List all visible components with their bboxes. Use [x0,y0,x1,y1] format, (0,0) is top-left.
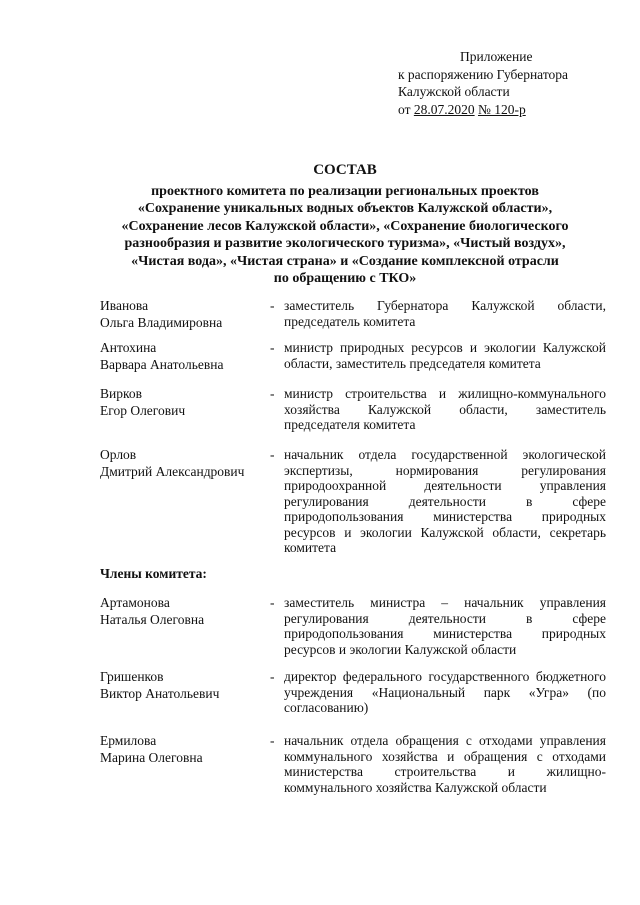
attachment-prefix: от [398,101,414,117]
member-given-name: Егор Олегович [100,402,186,418]
heading-line: «Сохранение лесов Калужской области», «Сохранение биологического [121,218,569,234]
member-role: начальник отдела обращения с отходами управления коммунального хозяйства и обращения с отходами министерства строительства и жилищно-коммунального хозяйства Калужской области [284,733,606,795]
member-role: заместитель министра – начальник управления регулирования деятельности в сфере природопользования министерства природных ресурсов и экологии Калужской области [284,595,606,657]
member-name [100,340,270,373]
attachment-date: 28.07.2020 [413,101,475,117]
attachment-block [398,48,618,118]
member-surname: Орлов [100,447,137,462]
heading-line: «Сохранение уникальных водных объектов Калужской области», [137,201,553,216]
member-name [100,386,270,419]
member-role: министр природных ресурсов и экологии Калужской области, заместитель председателя комитета [284,340,606,371]
member-given-name: Дмитрий Александрович [100,463,245,479]
member-given-name: Наталья Олеговна [100,611,205,627]
member-surname: Ермилова [100,733,157,748]
section-title: Члены комитета: [100,566,207,581]
attachment-region-line: Калужской области [398,84,510,99]
member-name [100,298,270,331]
member-dash: - [270,386,275,401]
member-given-name: Ольга Владимировна [100,314,223,330]
member-role: министр строительства и жилищно-коммунального хозяйства Калужской области, заместитель председателя комитета [284,386,606,432]
member-given-name: Варвара Анатольевна [100,356,224,372]
member-role: начальник отдела государственной экологической экспертизы, нормирования регулирования природоохранной деятельности управления регулирования деятельности в сфере природопользования министерства природных ресурсов и экологии Калужской области, секретарь комитета [284,447,606,555]
member-dash: - [270,595,275,610]
member-name [100,733,270,766]
document-heading [110,162,580,288]
member-surname: Вирков [100,386,142,401]
heading-line: по обращению с ТКО» [273,271,417,286]
heading-line: проектного комитета по реализации региональных проектов [151,183,539,199]
member-dash: - [270,298,275,313]
member-given-name: Виктор Анатольевич [100,685,220,701]
member-surname: Иванова [100,298,149,313]
attachment-number: № 120-р [477,101,526,117]
member-dash: - [270,340,275,355]
attachment-date-line [398,101,618,119]
member-role: заместитель Губернатора Калужской области, председатель комитета [284,298,606,329]
member-role: директор федерального государственного бюджетного учреждения «Национальный парк «Угра» (по согласованию) [284,669,606,715]
member-surname: Гришенков [100,669,164,684]
member-given-name: Марина Олеговна [100,749,203,765]
member-name [100,595,270,628]
attachment-order-line: к распоряжению Губернатора [398,66,569,82]
attachment-label: Приложение [460,49,533,64]
member-dash: - [270,733,275,748]
member-name [100,447,270,480]
member-dash: - [270,447,275,462]
member-dash: - [270,669,275,684]
member-surname: Антохина [100,340,157,355]
member-name [100,669,270,702]
heading-line: «Чистая вода», «Чистая страна» и «Создание комплексной отрасли [131,253,559,269]
document-title: СОСТАВ [313,162,377,178]
member-surname: Артамонова [100,595,170,610]
heading-line: разнообразия и развитие экологического туризма», «Чистый воздух», [124,236,566,251]
